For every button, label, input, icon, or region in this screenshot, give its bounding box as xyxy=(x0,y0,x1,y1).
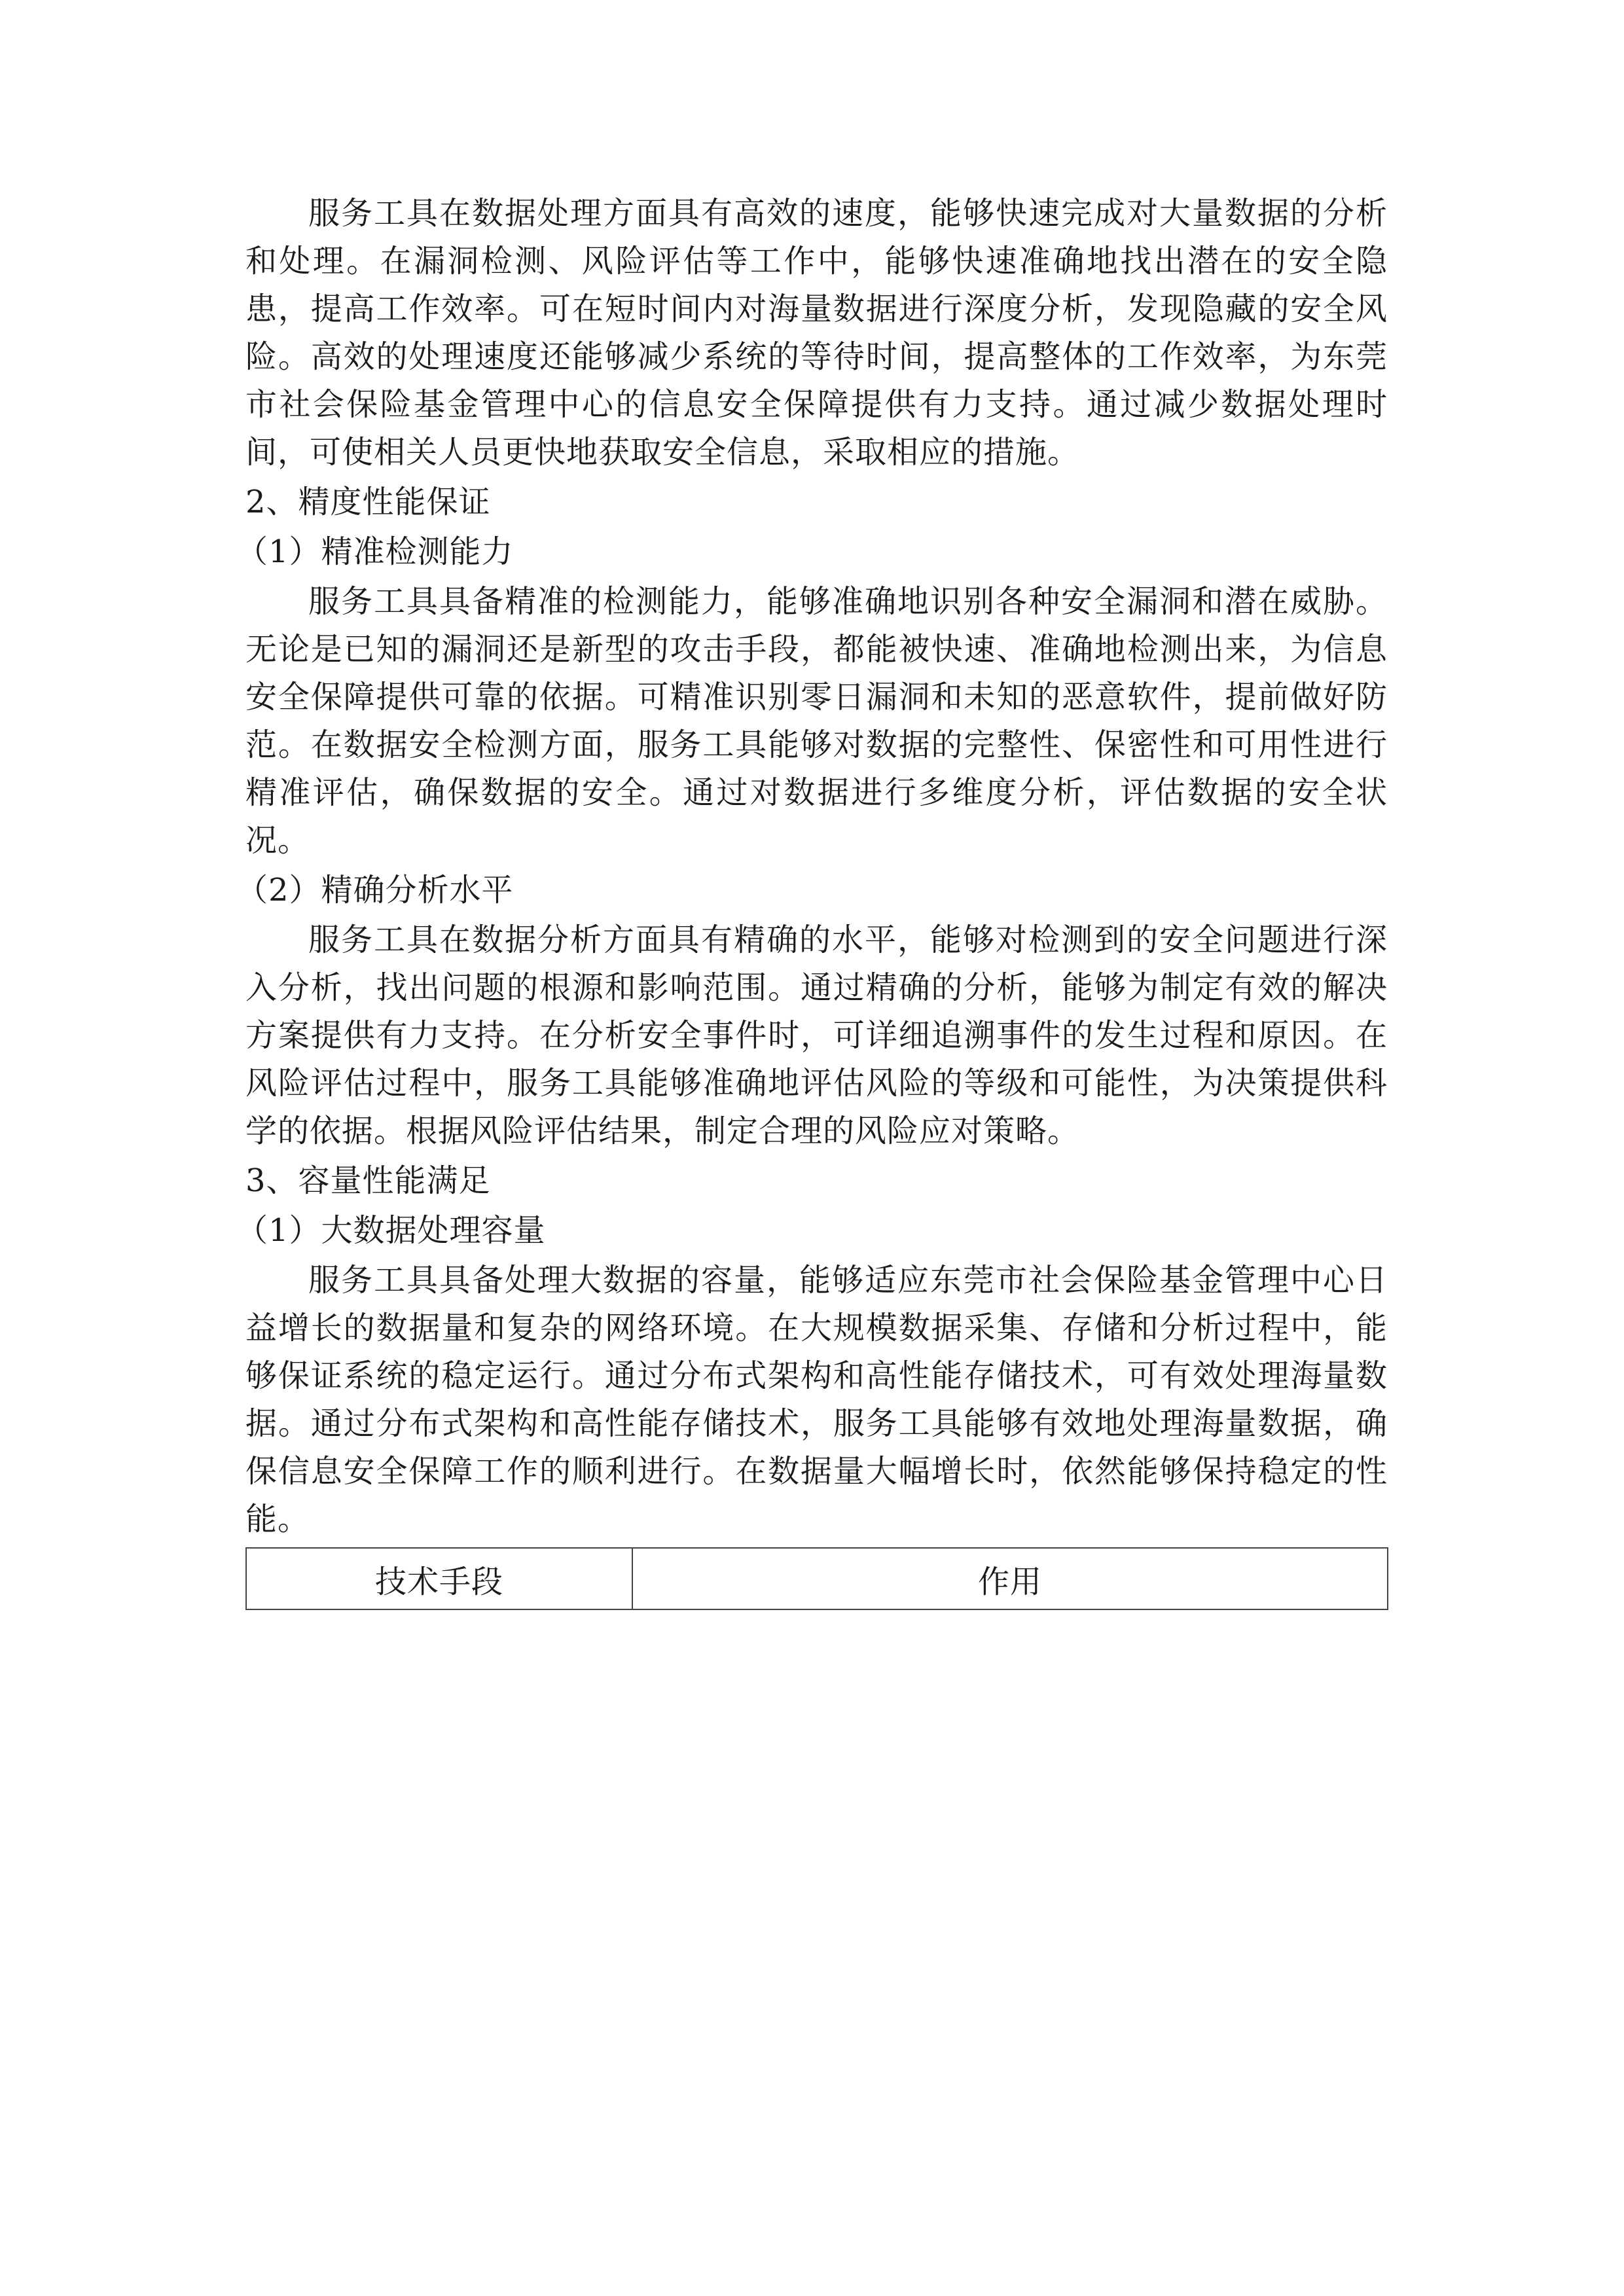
table-header-tech-means: 技术手段 xyxy=(246,1548,632,1609)
paragraph-precise-analysis: 服务工具在数据分析方面具有精确的水平，能够对检测到的安全问题进行深入分析，找出问题的根源和影响范围。通过精确的分析，能够为制定有效的解决方案提供有力支持。在分析安全事件时，可详细追溯事件的发生过程和原因。在风险评估过程中，服务工具能够准确地评估风险的等级和可能性，为决策提供科学的依据。根据风险评估结果，制定合理的风险应对策略。 xyxy=(245,922,1388,1149)
subheading-precise-detection: （1）精准检测能力 xyxy=(236,533,514,570)
subheading-precise-analysis: （2）精确分析水平 xyxy=(236,872,514,908)
paragraph-processing-speed: 服务工具在数据处理方面具有高效的速度，能够快速完成对大量数据的分析和处理。在漏洞检测、风险评估等工作中，能够快速准确地找出潜在的安全隐患，提高工作效率。可在短时间内对海量数据进行深度分析，发现隐藏的安全风险。高效的处理速度还能够减少系统的等待时间，提高整体的工作效率，为东莞市社会保险基金管理中心的信息安全保障提供有力支持。通过减少数据处理时间，可使相关人员更快地获取安全信息，采取相应的措施。 xyxy=(245,195,1388,471)
tech-means-table xyxy=(245,1547,1388,1610)
subheading-big-data-capacity: （1）大数据处理容量 xyxy=(236,1212,546,1249)
paragraph-precise-detection: 服务工具具备精准的检测能力，能够准确地识别各种安全漏洞和潜在威胁。无论是已知的漏洞还是新型的攻击手段，都能被快速、准确地检测出来，为信息安全保障提供可靠的依据。可精准识别零日漏洞和未知的恶意软件，提前做好防范。在数据安全检测方面，服务工具能够对数据的完整性、保密性和可用性进行精准评估，确保数据的安全。通过对数据进行多维度分析，评估数据的安全状况。 xyxy=(245,583,1388,859)
section-heading-precision: 2、精度性能保证 xyxy=(245,484,491,520)
section-heading-capacity: 3、容量性能满足 xyxy=(245,1162,491,1199)
table-header-function: 作用 xyxy=(632,1548,1388,1609)
paragraph-big-data-capacity: 服务工具具备处理大数据的容量，能够适应东莞市社会保险基金管理中心日益增长的数据量和复杂的网络环境。在大规模数据采集、存储和分析过程中，能够保证系统的稳定运行。通过分布式架构和高性能存储技术，可有效处理海量数据。通过分布式架构和高性能存储技术，服务工具能够有效地处理海量数据，确保信息安全保障工作的顺利进行。在数据量大幅增长时，依然能够保持稳定的性能。 xyxy=(245,1262,1388,1537)
table-header-row xyxy=(246,1548,1388,1609)
document-body xyxy=(236,190,1388,1610)
